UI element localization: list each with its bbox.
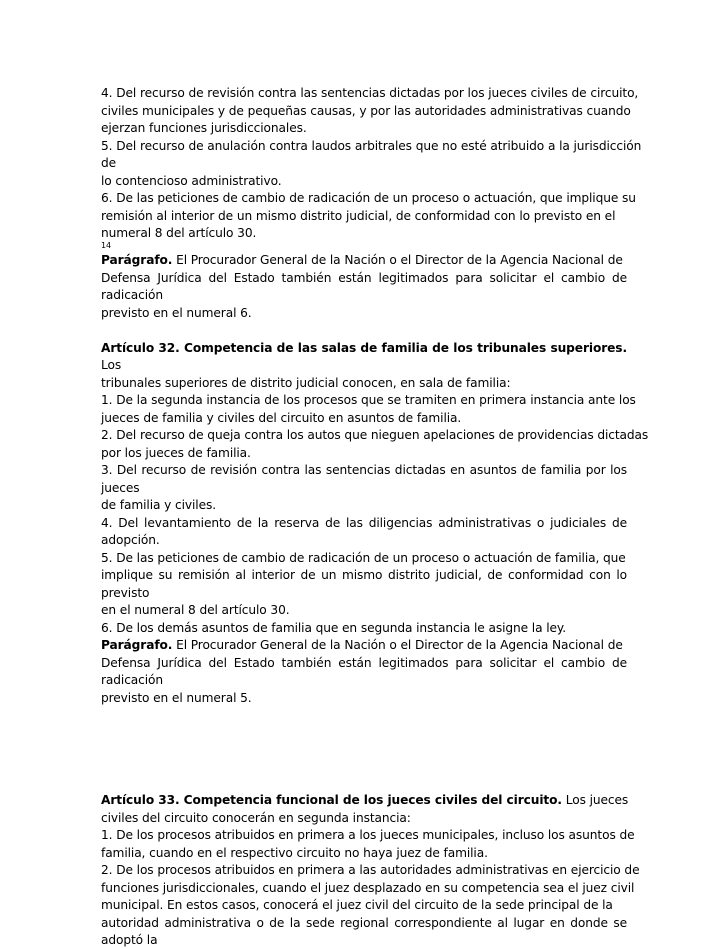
text-line: 6. De los demás asuntos de familia que en segunda instancia le asigne la ley.	[101, 621, 567, 635]
text-line: 1. De los procesos atribuidos en primera a los jueces municipales, incluso los asuntos de	[101, 828, 635, 842]
text-line: jueces	[101, 481, 140, 495]
paragrafo-label: Parágrafo.	[101, 638, 173, 652]
text-line: adopción.	[101, 533, 160, 547]
article-33-heading: Artículo 33. Competencia funcional de los jueces civiles del circuito. Los jueces	[101, 793, 629, 807]
text-line: lo contencioso administrativo.	[101, 174, 282, 188]
text-line: 6. De las peticiones de cambio de radicación de un proceso o actuación, que implique su	[101, 191, 636, 205]
text-line: tribunales superiores de distrito judicial conocen, en sala de familia:	[101, 376, 511, 390]
text-line: civiles del circuito conocerán en segunda instancia:	[101, 811, 411, 825]
text-line: ejerzan funciones jurisdiccionales.	[101, 121, 307, 135]
text-line: autoridad administrativa o de la sede regional correspondiente al lugar en donde se	[101, 916, 627, 930]
text-line: funciones jurisdiccionales, cuando el juez desplazado en su competencia sea el juez civil	[101, 881, 635, 895]
article-32-heading: Artículo 32. Competencia de las salas de familia de los tribunales superiores.	[101, 341, 627, 355]
text-line: 3. Del recurso de revisión contra las sentencias dictadas en asuntos de familia por los	[101, 463, 627, 477]
text-line: 4. Del recurso de revisión contra las sentencias dictadas por los jueces civiles de circuito,	[101, 86, 639, 100]
text-line: 2. Del recurso de queja contra los autos que nieguen apelaciones de providencias dictadas	[101, 428, 649, 442]
text-line: adoptó la	[101, 933, 158, 947]
text-line: familia, cuando en el respectivo circuito no haya juez de familia.	[101, 846, 488, 860]
text-line: jueces de familia y civiles del circuito en asuntos de familia.	[101, 411, 462, 425]
text-line: de familia y civiles.	[101, 498, 217, 512]
text-line: previsto	[101, 586, 150, 600]
text-line: Los	[101, 358, 122, 372]
text-line: 2. De los procesos atribuidos en primera a las autoridades administrativas en ejercicio de	[101, 863, 640, 877]
text-line: implique su remisión al interior de un mismo distrito judicial, de conformidad con lo	[101, 568, 627, 582]
text-line: previsto en el numeral 5.	[101, 691, 252, 705]
text-line: radicación	[101, 288, 164, 302]
paragraph-line: Parágrafo. El Procurador General de la Nación o el Director de la Agencia Nacional de	[101, 638, 623, 652]
text-line: Defensa Jurídica del Estado también están legitimados para solicitar el cambio de	[101, 271, 627, 285]
text-line: de	[101, 156, 117, 170]
paragraph-line: Parágrafo. El Procurador General de la Nación o el Director de la Agencia Nacional de	[101, 253, 623, 267]
text-line: por los jueces de familia.	[101, 446, 251, 460]
text-line: previsto en el numeral 6.	[101, 306, 252, 320]
text-line: 5. De las peticiones de cambio de radicación de un proceso o actuación de familia, que	[101, 551, 626, 565]
text-line: civiles municipales y de pequeñas causas, y por las autoridades administrativas cuando	[101, 104, 631, 118]
text-line: radicación	[101, 673, 164, 687]
text-line: 4. Del levantamiento de la reserva de las diligencias administrativas o judiciales de	[101, 516, 627, 530]
text-line: 1. De la segunda instancia de los procesos que se tramiten en primera instancia ante los	[101, 393, 636, 407]
text-line: en el numeral 8 del artículo 30.	[101, 603, 290, 617]
text-line: remisión al interior de un mismo distrito judicial, de conformidad con lo previsto en el	[101, 209, 616, 223]
text-line: 5. Del recurso de anulación contra laudos arbitrales que no esté atribuido a la jurisdicción	[101, 139, 642, 153]
text-line: municipal. En estos casos, conocerá el juez civil del circuito de la sede principal de la	[101, 898, 613, 912]
footnote-number: 14	[101, 241, 111, 250]
paragrafo-label: Parágrafo.	[101, 253, 173, 267]
text-line: Defensa Jurídica del Estado también están legitimados para solicitar el cambio de	[101, 656, 627, 670]
text-line: numeral 8 del artículo 30.	[101, 226, 257, 240]
